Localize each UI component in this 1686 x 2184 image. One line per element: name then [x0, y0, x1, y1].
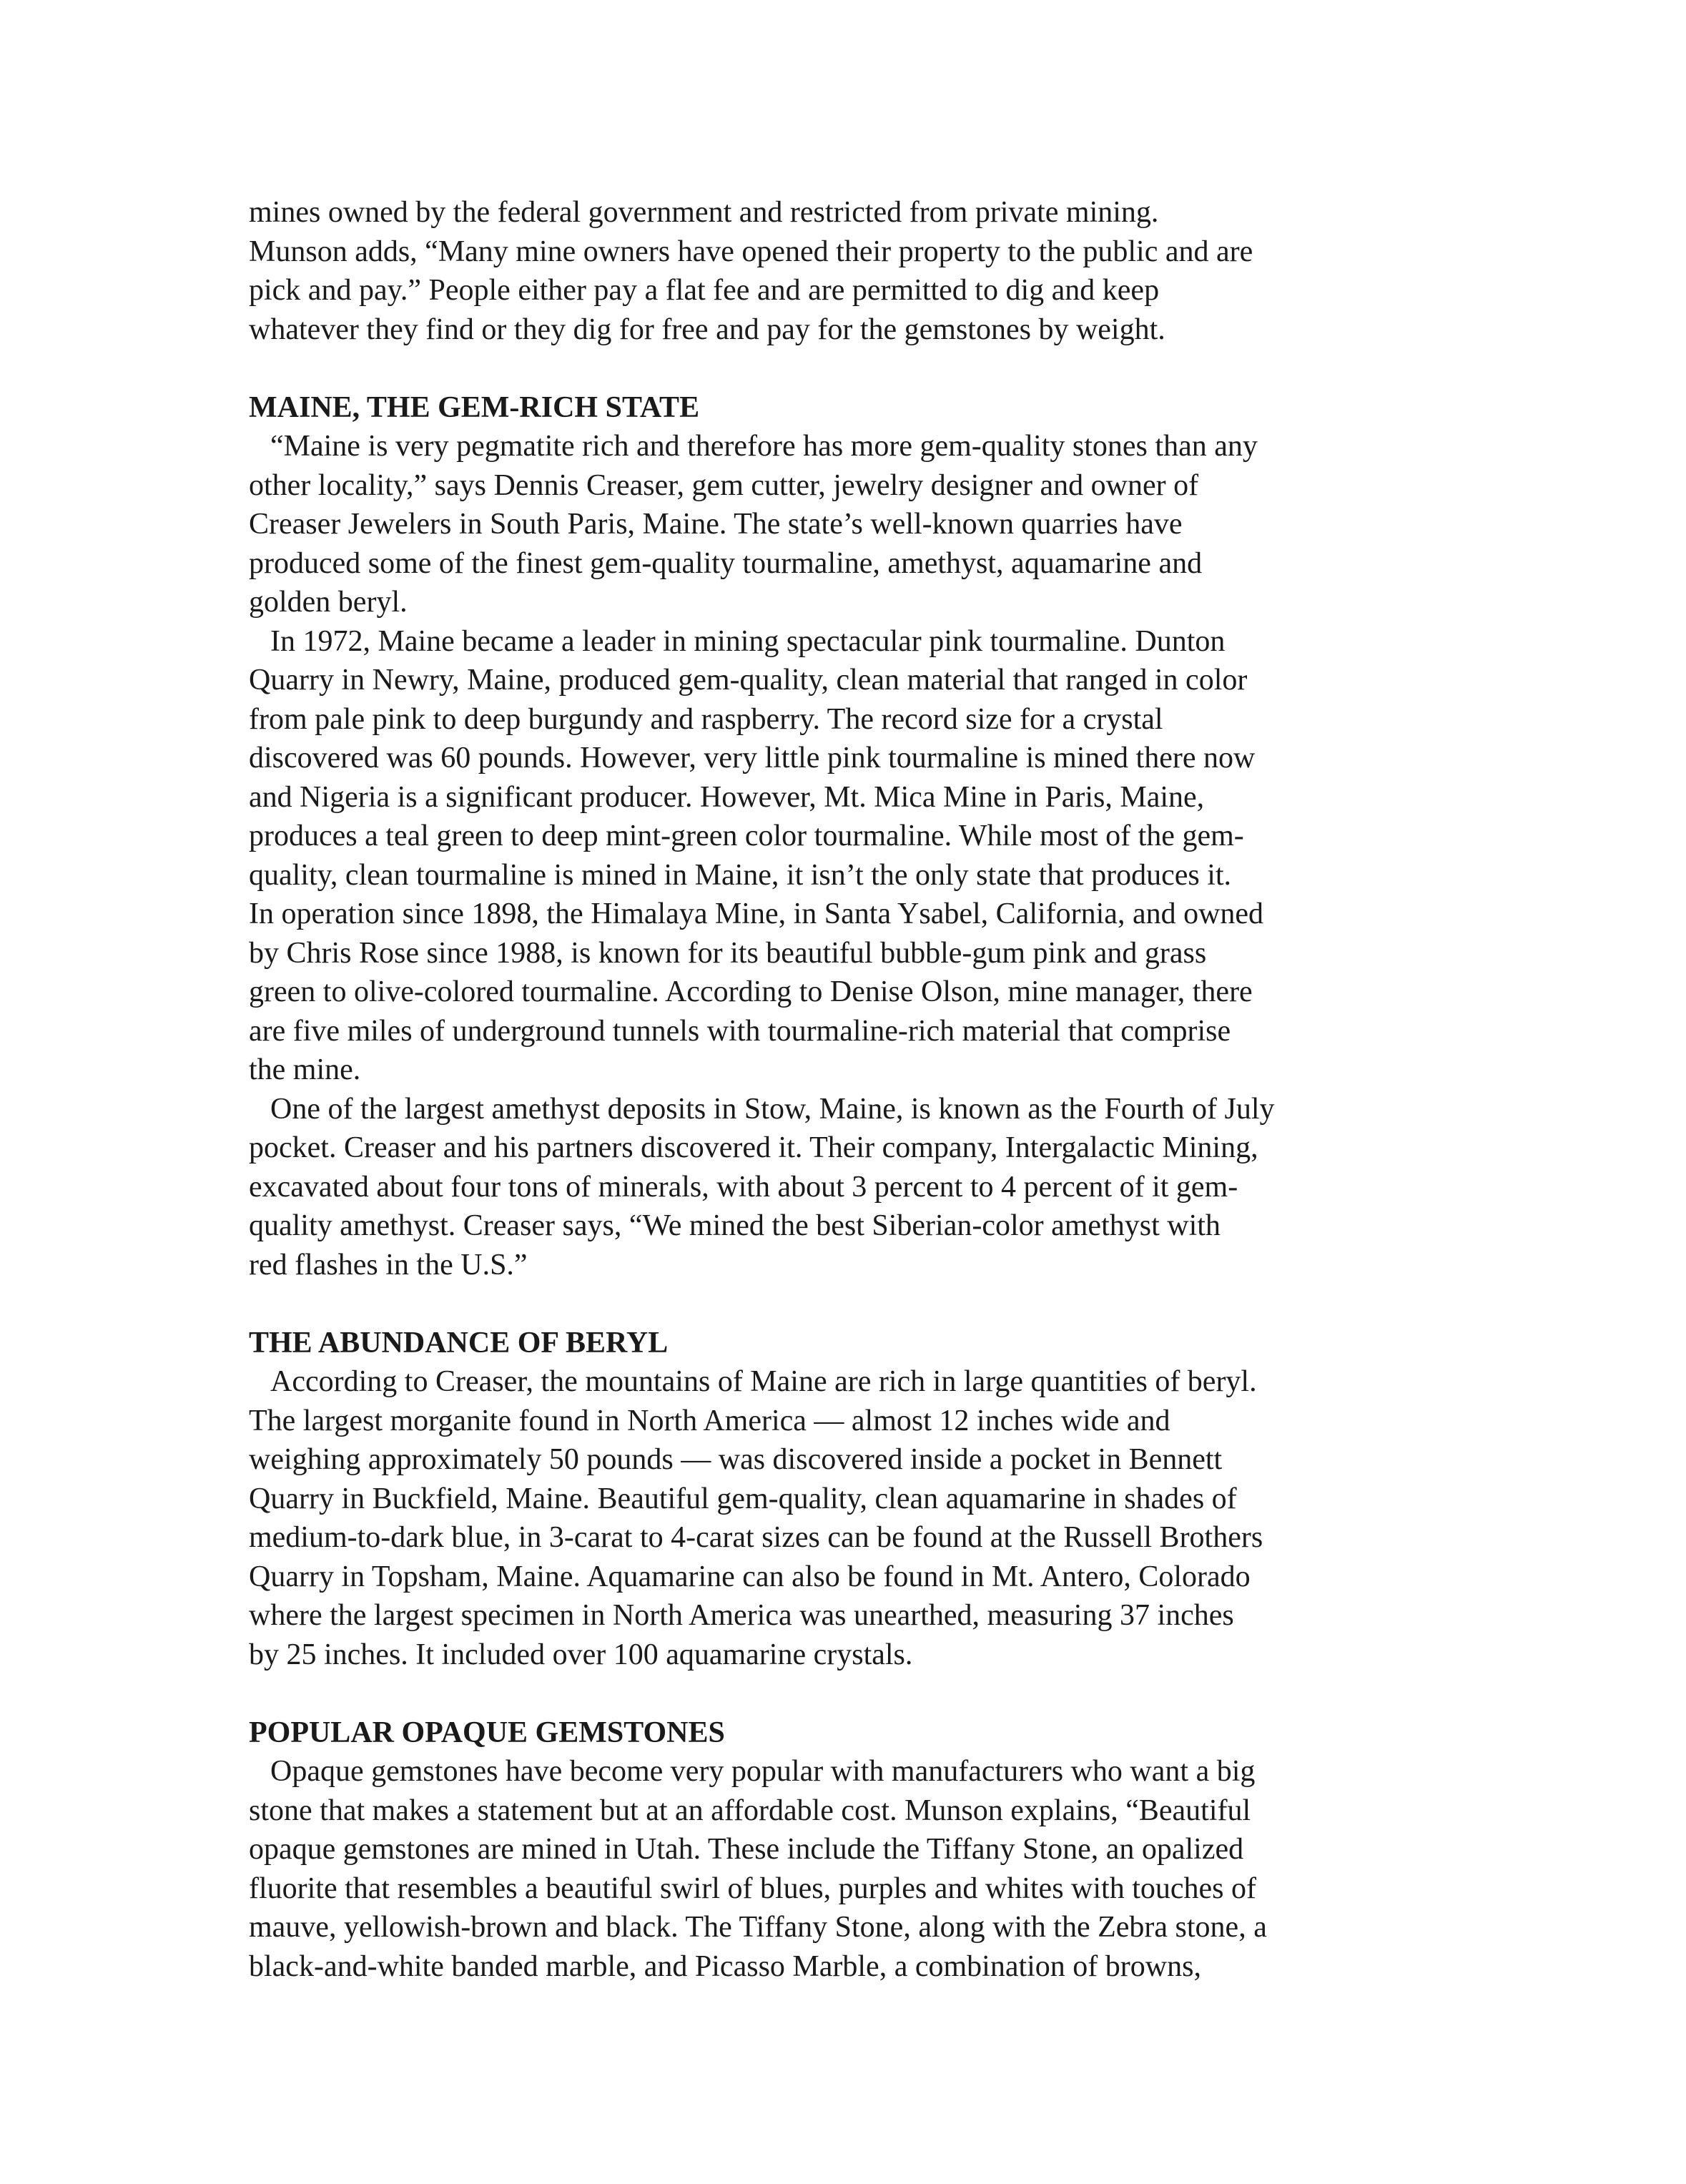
text-line: golden beryl.: [249, 586, 408, 619]
text-line: stone that makes a statement but at an affordable cost. Munson explains, “Beautiful: [249, 1794, 1251, 1827]
text-line: weighing approximately 50 pounds — was discovered inside a pocket in Bennett: [249, 1443, 1223, 1476]
text-line: other locality,” says Dennis Creaser, gem cutter, jewelry designer and owner of: [249, 468, 1199, 502]
text-line: In operation since 1898, the Himalaya Mine, in Santa Ysabel, California, and owned: [249, 897, 1264, 930]
text-line: The largest morganite found in North America — almost 12 inches wide and: [249, 1404, 1170, 1437]
text-line: “Maine is very pegmatite rich and therefore has more gem-quality stones than any: [270, 430, 1258, 463]
text-line: where the largest specimen in North America was unearthed, measuring 37 inches: [249, 1599, 1234, 1632]
text-line: black-and-white banded marble, and Picasso Marble, a combination of browns,: [249, 1949, 1201, 1983]
paragraph-gap: [249, 349, 1464, 388]
text-line: green to olive-colored tourmaline. According to Denise Olson, mine manager, there: [249, 975, 1253, 1008]
paragraph-gap: [249, 1674, 1464, 1713]
beryl-paragraph-1: [249, 1362, 1464, 1674]
maine-paragraph-2: [249, 622, 1464, 1090]
text-line: red flashes in the U.S.”: [249, 1248, 528, 1282]
text-line: Munson adds, “Many mine owners have opened their property to the public and are: [249, 235, 1253, 268]
text-line: discovered was 60 pounds. However, very little pink tourmaline is mined there now: [249, 742, 1256, 774]
text-line: quality amethyst. Creaser says, “We mined the best Siberian-color amethyst with: [249, 1209, 1221, 1242]
text-line: are five miles of underground tunnels with tourmaline-rich material that comprise: [249, 1014, 1231, 1048]
text-line: whatever they find or they dig for free and pay for the gemstones by weight.: [249, 313, 1165, 346]
text-line: One of the largest amethyst deposits in Stow, Maine, is known as the Fourth of July: [270, 1092, 1275, 1126]
section-heading-maine: MAINE, THE GEM-RICH STATE: [249, 390, 700, 424]
paragraph-gap: [249, 1284, 1464, 1324]
text-line: In 1972, Maine became a leader in mining spectacular pink tourmaline. Dunton: [270, 624, 1226, 658]
text-line: by 25 inches. It included over 100 aquamarine crystals.: [249, 1638, 913, 1671]
document-page: [249, 193, 1464, 1986]
text-line: the mine.: [249, 1053, 361, 1086]
text-line: quality, clean tourmaline is mined in Maine, it isn’t the only state that produces it.: [249, 858, 1232, 892]
text-line: pick and pay.” People either pay a flat fee and are permitted to dig and keep: [249, 274, 1160, 307]
text-line: Opaque gemstones have become very popular with manufacturers who want a big: [270, 1755, 1256, 1788]
text-line: by Chris Rose since 1988, is known for its beautiful bubble-gum pink and grass: [249, 936, 1207, 970]
opaque-paragraph-1: [249, 1752, 1464, 1986]
text-line: produces a teal green to deep mint-green color tourmaline. While most of the gem-: [249, 820, 1244, 852]
intro-paragraph: [249, 193, 1464, 349]
text-line: excavated about four tons of minerals, with about 3 percent to 4 percent of it gem-: [249, 1170, 1238, 1204]
maine-paragraph-1: [249, 427, 1464, 622]
text-line: and Nigeria is a significant producer. However, Mt. Mica Mine in Paris, Maine,: [249, 780, 1205, 814]
text-line: Quarry in Topsham, Maine. Aquamarine can also be found in Mt. Antero, Colorado: [249, 1560, 1251, 1593]
text-line: medium-to-dark blue, in 3-carat to 4-carat sizes can be found at the Russell Brothers: [249, 1521, 1263, 1554]
text-line: mines owned by the federal government and restricted from private mining.: [249, 196, 1159, 229]
text-line: Quarry in Newry, Maine, produced gem-quality, clean material that ranged in color: [249, 664, 1248, 697]
text-line: produced some of the finest gem-quality tourmaline, amethyst, aquamarine and: [249, 546, 1203, 580]
section-heading-beryl: THE ABUNDANCE OF BERYL: [249, 1326, 669, 1359]
text-line: from pale pink to deep burgundy and raspberry. The record size for a crystal: [249, 702, 1163, 736]
text-line: mauve, yellowish-brown and black. The Tiffany Stone, along with the Zebra stone, a: [249, 1911, 1267, 1944]
text-line: opaque gemstones are mined in Utah. These include the Tiffany Stone, an opalized: [249, 1833, 1244, 1866]
text-line: fluorite that resembles a beautiful swirl of blues, purples and whites with touches of: [249, 1871, 1256, 1905]
section-heading-opaque: POPULAR OPAQUE GEMSTONES: [249, 1716, 725, 1749]
text-line: Creaser Jewelers in South Paris, Maine. The state’s well-known quarries have: [249, 508, 1183, 541]
text-line: Quarry in Buckfield, Maine. Beautiful gem-quality, clean aquamarine in shades of: [249, 1482, 1237, 1515]
text-line: pocket. Creaser and his partners discovered it. Their company, Intergalactic Mining,: [249, 1131, 1258, 1164]
text-line: According to Creaser, the mountains of Maine are rich in large quantities of beryl.: [270, 1365, 1257, 1398]
maine-paragraph-3: [249, 1090, 1464, 1285]
